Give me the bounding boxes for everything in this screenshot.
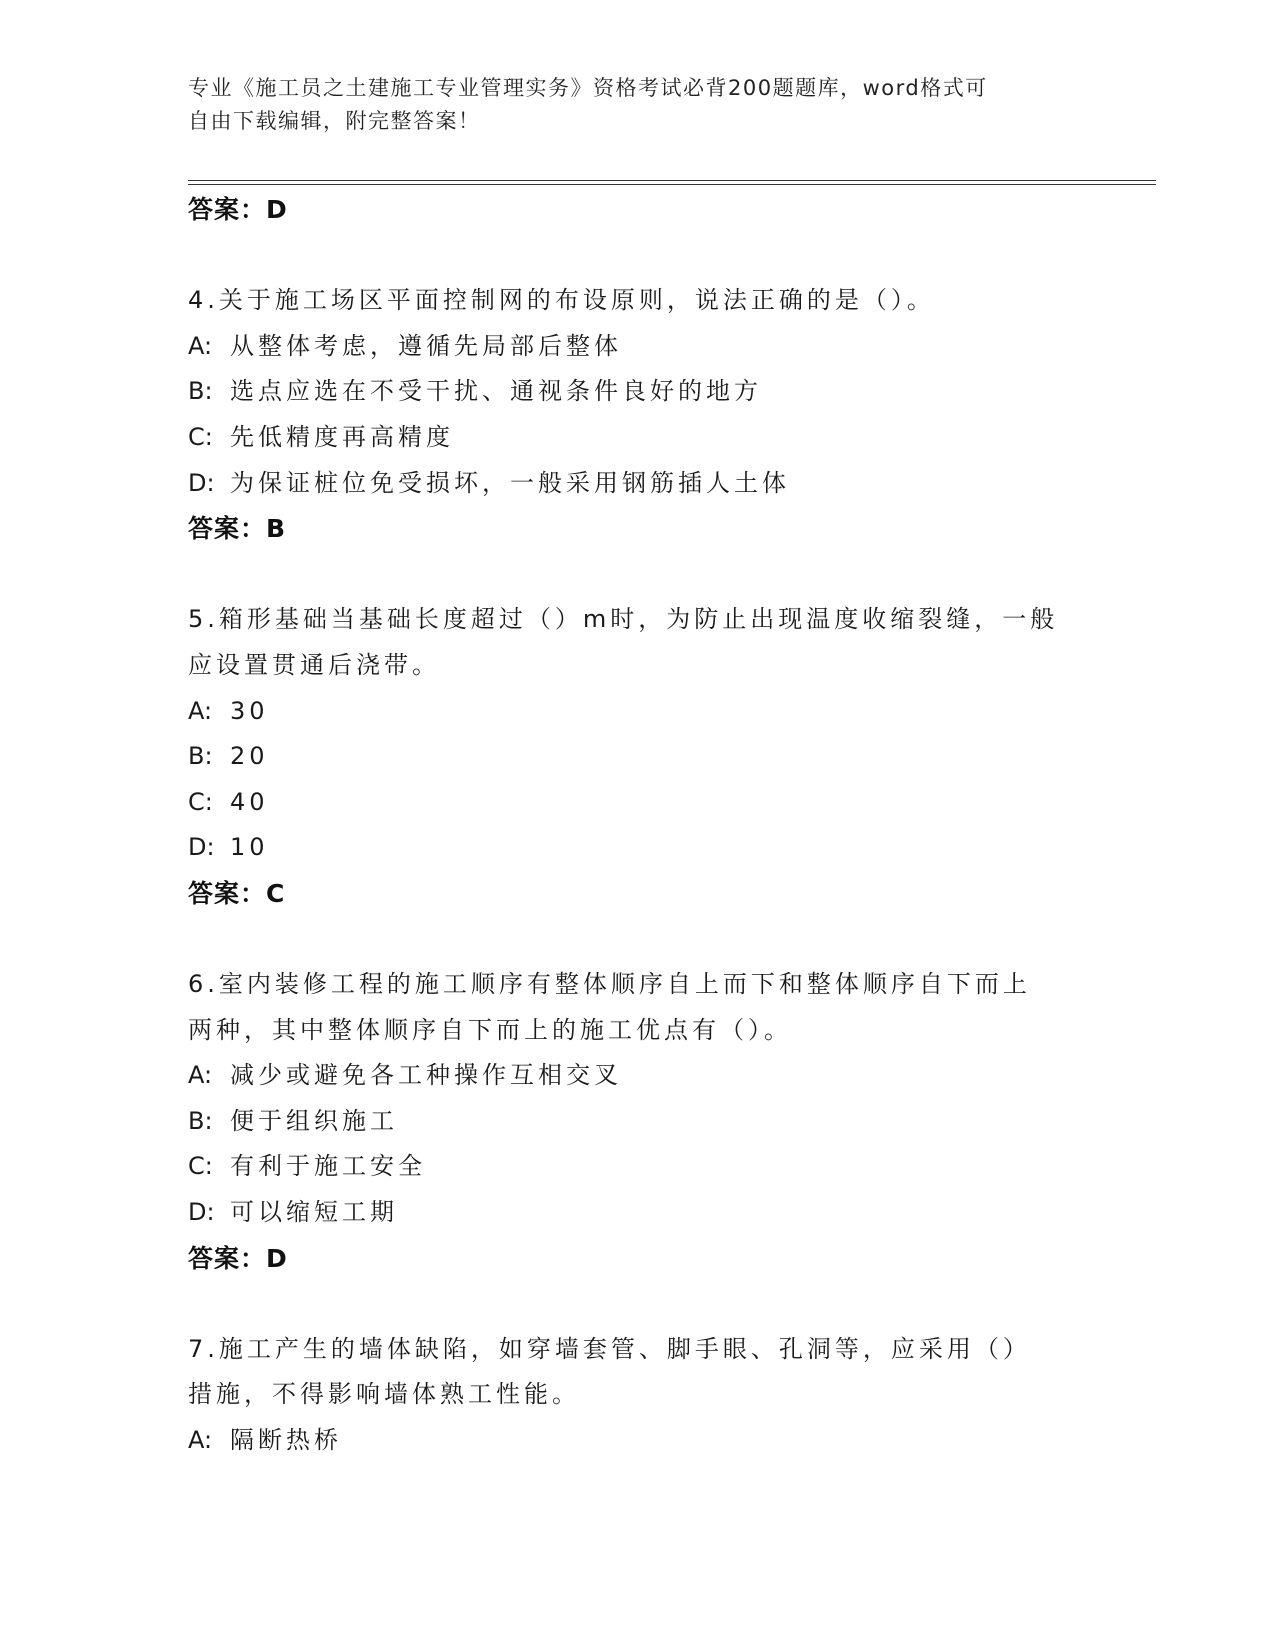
option-key: A: [188, 1426, 213, 1455]
block-spacer [188, 1281, 1088, 1327]
option-item [188, 1053, 1088, 1099]
option-item [188, 1190, 1088, 1236]
option-item [188, 1418, 1088, 1464]
header-title-line-2: 自由下载编辑，附完整答案！ [188, 109, 481, 133]
option-key: D: [188, 468, 215, 497]
answer-line: 答案：D [188, 195, 288, 224]
option-item [188, 1099, 1088, 1145]
option-item [188, 825, 1088, 871]
option-text: 20 [230, 742, 269, 771]
question-text: 7.施工产生的墙体缺陷，如穿墙套管、脚手眼、孔洞等，应采用（） [188, 1334, 1031, 1363]
option-key: D: [188, 1198, 215, 1227]
option-key: A: [188, 1061, 213, 1090]
option-item [188, 734, 1088, 780]
answer-line: 答案：D [188, 1243, 288, 1273]
question-list [188, 187, 1088, 1464]
option-text: 便于组织施工 [230, 1106, 398, 1135]
option-item [188, 461, 1088, 507]
option-text: 有利于施工安全 [230, 1152, 426, 1181]
question-text: 6.室内装修工程的施工顺序有整体顺序自上而下和整体顺序自下而上 [188, 970, 1031, 999]
option-key: A: [188, 331, 213, 360]
option-key: C: [188, 422, 213, 451]
option-item [188, 369, 1088, 415]
header-title-line-1: 专业《施工员之土建施工专业管理实务》资格考试必背200题题库，word格式可 [188, 76, 988, 100]
option-key: D: [188, 833, 215, 862]
option-key: B: [188, 1106, 213, 1135]
option-key: A: [188, 696, 213, 725]
option-key: B: [188, 377, 213, 406]
option-text: 40 [230, 787, 269, 816]
answer-line: 答案：B [188, 514, 287, 544]
option-text: 先低精度再高精度 [230, 422, 454, 451]
option-key: C: [188, 1152, 213, 1181]
option-text: 减少或避免各工种操作互相交叉 [230, 1061, 622, 1090]
document-header [188, 72, 1068, 138]
option-item [188, 324, 1088, 370]
option-text: 10 [230, 833, 269, 862]
block-spacer [188, 233, 1088, 279]
option-text: 隔断热桥 [230, 1426, 342, 1455]
header-divider [188, 180, 1156, 181]
option-text: 为保证桩位免受损坏，一般采用钢筋插人土体 [230, 468, 790, 497]
option-item [188, 689, 1088, 735]
option-text: 从整体考虑，遵循先局部后整体 [230, 331, 622, 360]
option-item [188, 1144, 1088, 1190]
option-text: 选点应选在不受干扰、通视条件良好的地方 [230, 377, 762, 406]
answer-line: 答案：C [188, 878, 286, 908]
option-key: B: [188, 742, 213, 771]
question-text: 应设置贯通后浇带。 [188, 650, 440, 679]
question-text: 4.关于施工场区平面控制网的布设原则，说法正确的是（）。 [188, 286, 935, 315]
option-text: 30 [230, 696, 269, 725]
option-item [188, 780, 1088, 826]
question-text: 措施，不得影响墙体熟工性能。 [188, 1380, 580, 1409]
question-text: 5.箱形基础当基础长度超过（）m时，为防止出现温度收缩裂缝，一般 [188, 605, 1059, 634]
option-text: 可以缩短工期 [230, 1198, 398, 1227]
option-key: C: [188, 787, 213, 816]
block-spacer [188, 917, 1088, 963]
header-divider-secondary [188, 184, 1156, 185]
block-spacer [188, 552, 1088, 598]
option-item [188, 415, 1088, 461]
question-text: 两种，其中整体顺序自下而上的施工优点有（）。 [188, 1015, 792, 1044]
